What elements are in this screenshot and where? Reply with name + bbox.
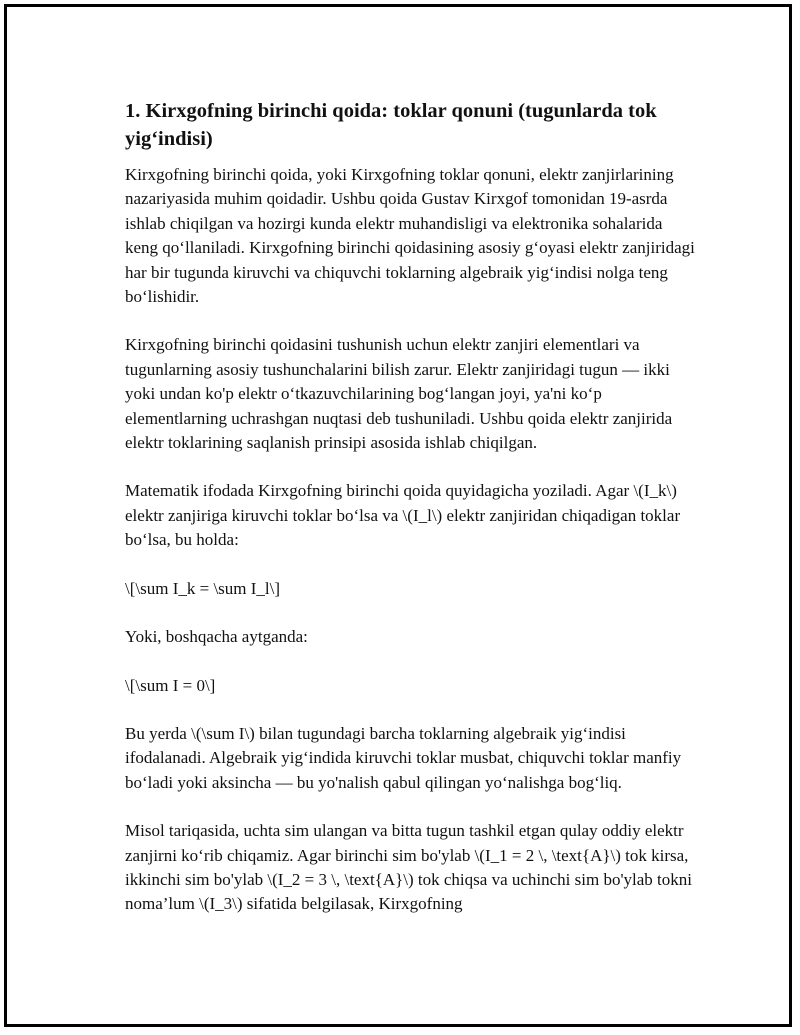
formula-sum-zero: \[\sum I = 0\] xyxy=(125,675,216,695)
paragraph-math-expression: Matematik ifodada Kirxgofning birinchi qoida quyidagicha yoziladi. Agar \(I_k\) elektr zanjiriga kiruvchi toklar bo‘lsa va \(I_l\) elektr zanjiridan chiqadigan toklar bo‘lsa, bu holda: xyxy=(125,481,681,550)
paragraph-alternative: Yoki, boshqacha aytganda: xyxy=(125,627,308,647)
section-heading: 1. Kirxgofning birinchi qoida: toklar qonuni (tugunlarda tok yig‘indisi) xyxy=(125,100,657,150)
paragraph-algebraic-sum: Bu yerda \(\sum I\) bilan tugundagi barcha toklarning algebraik yig‘indisi ifodalanadi. Algebraik yig‘indida kiruvchi toklar musbat, chiquvchi toklar manfiy bo‘ladi yoki aksincha — bu yo'nalish qabul qilingan yo‘nalishga bog‘liq. xyxy=(125,723,682,792)
paragraph-example: Misol tariqasida, uchta sim ulangan va bitta tugun tashkil etgan qulay oddiy elektr zanjirni ko‘rib chiqamiz. Agar birinchi sim bo'ylab \(I_1 = 2 \, \text{A}\) tok kirsa, ikkinchi sim bo'ylab \(I_2 = 3 \, \text{A}\) tok chiqsa va uchinchi sim bo'ylab tokni noma’lum \(I_3\) sifatida belgilasak, Kirxgofning xyxy=(125,821,692,914)
document-body xyxy=(125,97,697,941)
paragraph-node-concept: Kirxgofning birinchi qoidasini tushunish uchun elektr zanjiri elementlari va tugunlarning asosiy tushunchalarini bilish zarur. Elektr zanjiridagi tugun — ikki yoki undan ko'p elektr o‘tkazuvchilarining bog‘langan joyi, ya'ni ko‘p elementlarning uchrashgan nuqtasi deb tushuniladi. Ushbu qoida elektr zanjirida elektr toklarining saqlanish prinsipi asosida ishlab chiqilgan. xyxy=(125,335,673,453)
page-frame xyxy=(4,4,792,1027)
formula-sum-equal: \[\sum I_k = \sum I_l\] xyxy=(125,578,281,598)
paragraph-intro: Kirxgofning birinchi qoida, yoki Kirxgofning toklar qonuni, elektr zanjirlarining nazariyasida muhim qoidadir. Ushbu qoida Gustav Kirxgof tomonidan 19-asrda ishlab chiqilgan va hozirgi kunda elektr muhandisligi va elektronika sohalarida keng qo‘llaniladi. Kirxgofning birinchi qoidasining asosiy g‘oyasi elektr zanjiridagi har bir tugunda kiruvchi va chiquvchi toklarning algebraik yig‘indisi nolga teng bo‘lishidir. xyxy=(125,165,695,307)
